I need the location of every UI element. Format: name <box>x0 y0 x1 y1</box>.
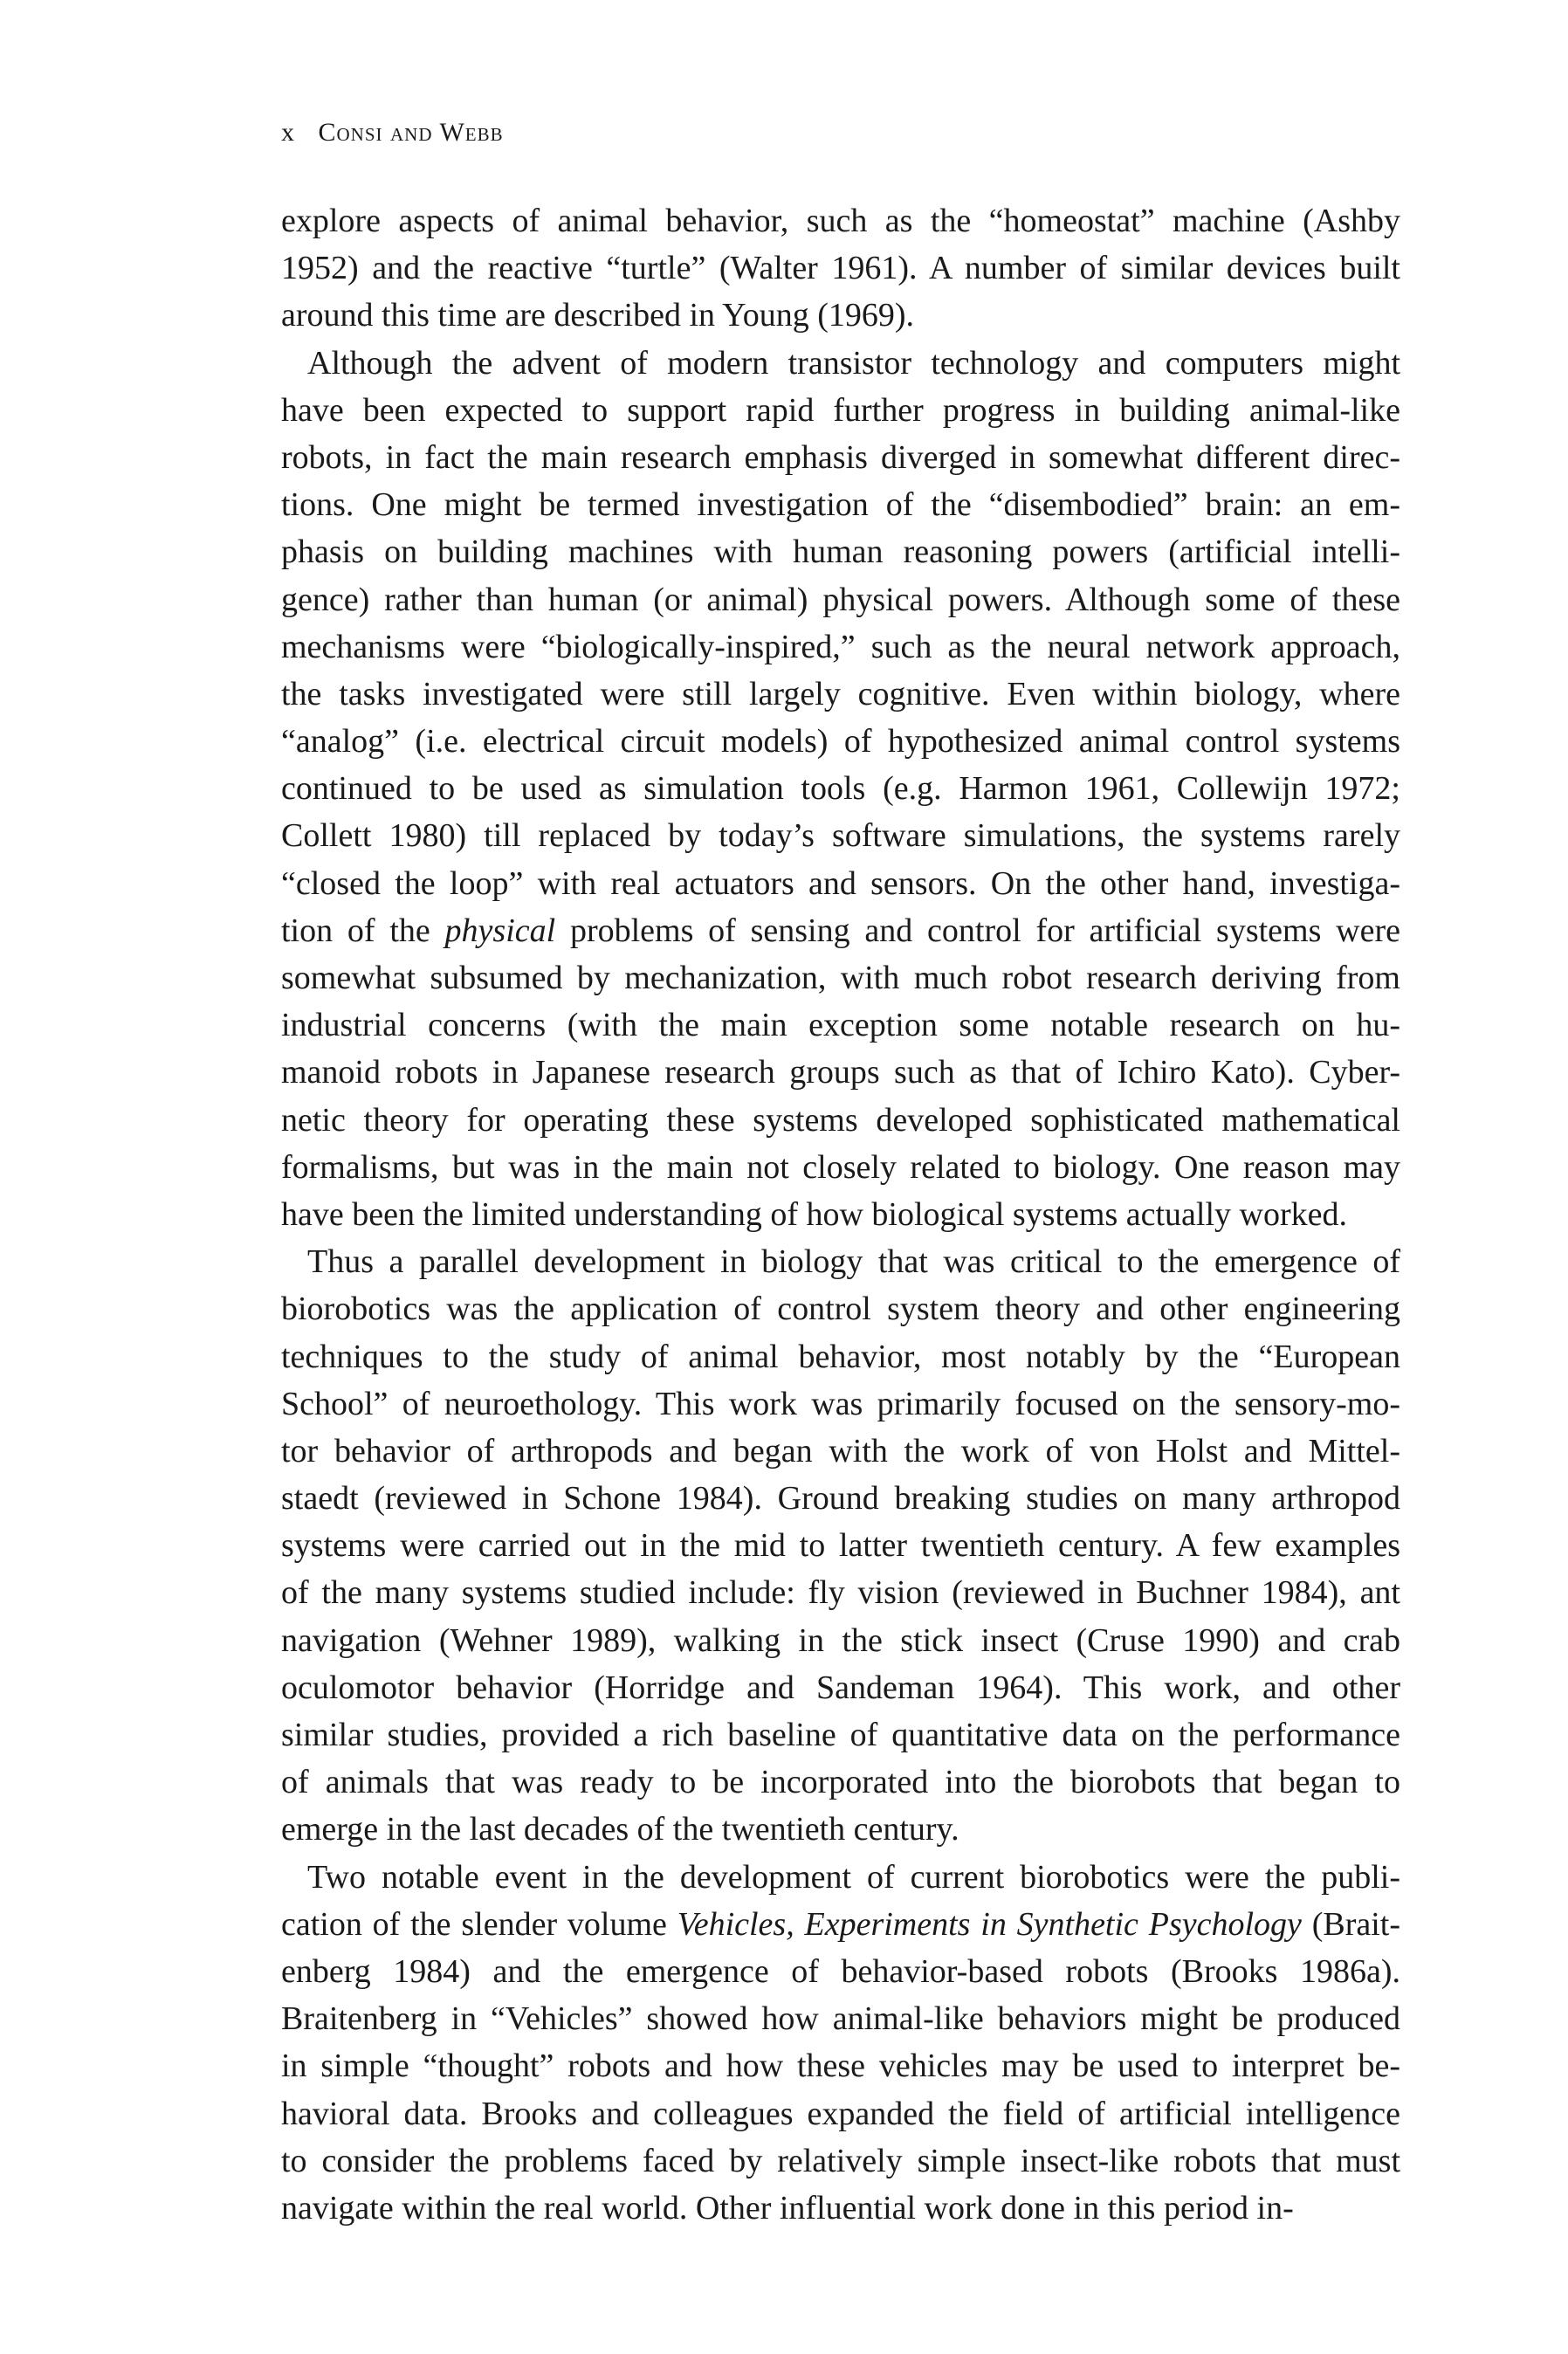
text-line <box>281 1901 1400 1948</box>
text-run: navigate within the real world. Other influential work done in this period in- <box>281 2189 1294 2227</box>
text-run: tions. One might be termed investigation of the “disembodied” brain: an em- <box>281 486 1400 524</box>
text-run: staedt (reviewed in Schone 1984). Ground breaking studies on many arthropod <box>281 1480 1400 1518</box>
text-run: phasis on building machines with human reasoning powers (artificial intelli- <box>281 533 1400 571</box>
running-head <box>281 115 504 150</box>
text-run: Braitenberg in “Vehicles” showed how animal-like behaviors might be produced <box>281 2000 1400 2038</box>
text-line <box>281 528 1400 575</box>
text-run: 1952) and the reactive “turtle” (Walter 1961). A number of similar devices built <box>281 250 1400 287</box>
text-run: similar studies, provided a rich baseline of quantitative data on the performance <box>281 1717 1400 1753</box>
text-run: manoid robots in Japanese research groups such as that of Ichiro Kato). Cyber- <box>281 1054 1400 1091</box>
body-text <box>281 197 1400 2232</box>
text-line <box>281 1001 1400 1049</box>
text-line <box>281 1854 1400 1901</box>
text-run: the tasks investigated were still largely cognitive. Even within biology, where <box>281 675 1400 712</box>
text-line <box>281 1144 1400 1191</box>
text-run: systems were carried out in the mid to latter twentieth century. A few examples <box>281 1527 1400 1565</box>
text-line <box>281 292 1400 339</box>
text-line <box>281 1711 1400 1759</box>
text-run: Thus a parallel development in biology that was critical to the emergence of <box>307 1243 1400 1281</box>
text-run: Collett 1980) till replaced by today’s software simulations, the systems rarely <box>281 817 1400 855</box>
text-line <box>281 1569 1400 1616</box>
text-line <box>281 387 1400 434</box>
text-line <box>281 1948 1400 1995</box>
text-line <box>281 954 1400 1001</box>
page-number: x <box>281 118 295 147</box>
text-run: biorobotics was the application of control system theory and other engineering <box>281 1291 1400 1328</box>
text-line <box>281 1428 1400 1475</box>
text-run: formalisms, but was in the main not closely related to biology. One reason may <box>281 1148 1400 1186</box>
text-run: industrial concerns (with the main exception some notable research on hu- <box>281 1007 1400 1044</box>
text-run: gence) rather than human (or animal) physical powers. Although some of these <box>281 581 1400 618</box>
text-run: mechanisms were “biologically-inspired,” such as the neural network approach, <box>281 628 1400 665</box>
text-run: of animals that was ready to be incorporated into the biorobots that began to <box>281 1764 1400 1801</box>
text-line <box>281 2185 1400 2232</box>
text-run: explore aspects of animal behavior, such as the “homeostat” machine (Ashby <box>281 203 1400 239</box>
text-run: robots, in fact the main research emphasis diverged in somewhat different direc- <box>281 438 1400 476</box>
text-line <box>281 2042 1400 2089</box>
text-line <box>281 340 1400 387</box>
text-run: tor behavior of arthropods and began with the work of von Holst and Mittel- <box>281 1432 1400 1470</box>
text-run: School” of neuroethology. This work was primarily focused on the sensory-mo- <box>281 1385 1400 1422</box>
text-run: continued to be used as simulation tools (e.g. Harmon 1961, Collewijn 1972; <box>281 770 1400 808</box>
text-run: “analog” (i.e. electrical circuit models) of hypothesized animal control systems <box>281 723 1400 761</box>
text-line <box>281 1191 1400 1238</box>
text-run: navigation (Wehner 1989), walking in the stick insect (Cruse 1990) and crab <box>281 1621 1400 1659</box>
text-line <box>281 1475 1400 1522</box>
text-line <box>281 718 1400 765</box>
italic-text: physical <box>444 912 556 949</box>
text-line <box>281 1664 1400 1711</box>
text-run: Although the advent of modern transistor technology and computers might <box>307 344 1400 382</box>
text-line <box>281 1995 1400 2042</box>
text-run: of the many systems studied include: fly vision (reviewed in Buchner 1984), ant <box>281 1574 1400 1612</box>
text-run: “closed the loop” with real actuators and sensors. On the other hand, investiga- <box>281 864 1400 902</box>
text-line <box>281 765 1400 812</box>
text-run: problems of sensing and control for artificial systems were <box>555 912 1400 949</box>
text-run: oculomotor behavior (Horridge and Sandeman 1964). This work, and other <box>281 1669 1400 1706</box>
text-run: in simple “thought” robots and how these vehicles may be used to interpret be- <box>281 2048 1400 2085</box>
text-run: have been the limited understanding of how biological systems actually worked. <box>281 1195 1347 1233</box>
text-line <box>281 1238 1400 1285</box>
text-run: cation of the slender volume <box>281 1905 677 1943</box>
text-run: (Brait- <box>1301 1905 1400 1943</box>
text-line <box>281 576 1400 623</box>
text-line <box>281 2137 1400 2185</box>
text-line <box>281 812 1400 859</box>
text-line <box>281 623 1400 671</box>
text-line <box>281 2090 1400 2137</box>
text-run: have been expected to support rapid further progress in building animal-like <box>281 391 1400 429</box>
text-line <box>281 244 1400 292</box>
running-head-authors: Consi and Webb <box>318 118 504 147</box>
text-line <box>281 1285 1400 1332</box>
text-line <box>281 434 1400 481</box>
text-run: techniques to the study of animal behavior, most notably by the “European <box>281 1338 1400 1375</box>
text-run: Two notable event in the development of current biorobotics were the publi- <box>307 1858 1400 1896</box>
text-line <box>281 1759 1400 1806</box>
text-line <box>281 481 1400 528</box>
text-line <box>281 1333 1400 1380</box>
text-line <box>281 1097 1400 1144</box>
text-line <box>281 1617 1400 1664</box>
text-run: netic theory for operating these systems developed sophisticated mathematical <box>281 1101 1400 1139</box>
text-line <box>281 1806 1400 1853</box>
text-run: to consider the problems faced by relatively simple insect-like robots that must <box>281 2142 1400 2179</box>
text-run: around this time are described in Young (1969). <box>281 297 915 334</box>
text-line <box>281 197 1400 244</box>
text-line <box>281 671 1400 718</box>
text-run: emerge in the last decades of the twentieth century. <box>281 1811 959 1848</box>
text-run: tion of the <box>281 912 445 949</box>
text-run: enberg 1984) and the emergence of behavior-based robots (Brooks 1986a). <box>281 1952 1400 1990</box>
text-line <box>281 860 1400 907</box>
text-line <box>281 1522 1400 1569</box>
text-line <box>281 1049 1400 1096</box>
text-line <box>281 1380 1400 1428</box>
text-run: somewhat subsumed by mechanization, with much robot research deriving from <box>281 960 1400 996</box>
text-line <box>281 907 1400 954</box>
text-run: havioral data. Brooks and colleagues expanded the field of artificial intelligence <box>281 2095 1400 2132</box>
italic-text: Vehicles, Experiments in Synthetic Psychology <box>677 1905 1302 1943</box>
